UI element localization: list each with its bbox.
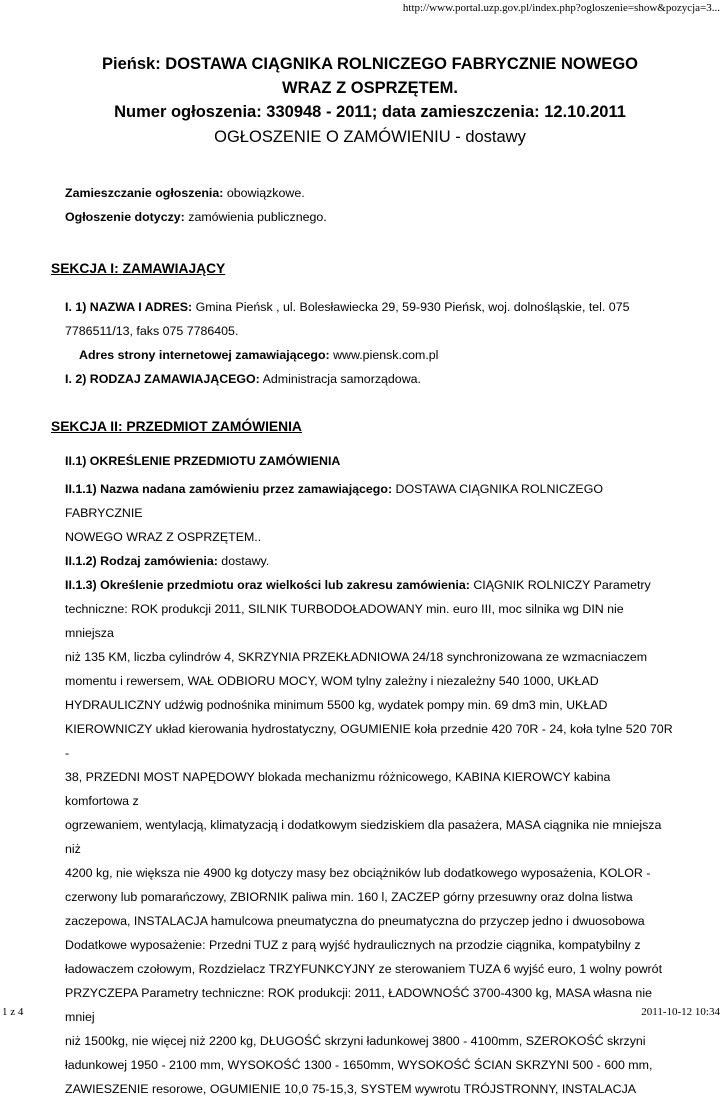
order-name-row-cont (51, 525, 676, 549)
scope-line: ładowaczem czołowym, Rozdzielacz TRZYFUNKCYJNY ze sterowaniem TUZA 6 wyjść euro, 1 wolny powrót (65, 962, 663, 976)
subject-heading: II.1) OKREŚLENIE PRZEDMIOTU ZAMÓWIENIA (65, 454, 341, 468)
scope-line: czerwony lub pomarańczowy, ZBIORNIK paliwa min. 160 l, ZACZEP górny przesuwny oraz dolna listwa (65, 890, 633, 904)
scope-line: ładunkowej 1950 - 2100 mm, WYSOKOŚĆ 1300 - 1650mm, WYSOKOŚĆ ŚCIAN SKRZYNI 500 - 600 mm, (65, 1058, 653, 1072)
contracting-name-row-cont (51, 319, 676, 343)
website-row (51, 343, 676, 367)
order-scope-row (51, 573, 676, 597)
scope-line: 4200 kg, nie większa nie 4900 kg dotyczy masy bez obciążników lub dodatkowego wyposażenia, KOLOR - (65, 866, 651, 880)
notice-type-line: OGŁOSZENIE O ZAMÓWIENIU - dostawy (214, 128, 526, 146)
contracting-type-row (51, 367, 676, 391)
contracting-name-value: Gmina Pieńsk , ul. Bolesławiecka 29, 59-930 Pieńsk, woj. dolnośląskie, tel. 075 (192, 300, 630, 314)
posting-label: Zamieszczanie ogłoszenia: (65, 186, 224, 200)
scope-line: PRZYCZEPA Parametry techniczne: ROK produkcji: 2011, ŁADOWNOŚĆ 3700-4300 kg, MASA własna nie mniej (65, 986, 652, 1024)
website-value: www.piensk.com.pl (329, 348, 439, 362)
contracting-name-label: I. 1) NAZWA I ADRES: (65, 300, 193, 314)
notice-title-line-1: Pieńsk: DOSTAWA CIĄGNIKA ROLNICZEGO FABRYCZNIE NOWEGO (102, 55, 638, 73)
contracting-name-row (51, 295, 676, 319)
scope-line: techniczne: ROK produkcji 2011, SILNIK TURBODOŁADOWANY min. euro III, moc silnika wg DIN nie mniejsza (65, 602, 624, 640)
order-name-value-cont: NOWEGO WRAZ Z OSPRZĘTEM.. (65, 530, 262, 544)
print-header-url: http://www.portal.uzp.gov.pl/index.php?ogloszenie=show&pozycja=3... (402, 2, 720, 14)
order-scope-value: CIĄGNIK ROLNICZY Parametry (469, 578, 651, 592)
notice-number-line: Numer ogłoszenia: 330948 - 2011; data zamieszczenia: 12.10.2011 (114, 103, 626, 121)
scope-line: HYDRAULICZNY udźwig podnośnika minimum 5500 kg, wydatek pompy min. 69 dm3 min, UKŁAD (65, 698, 608, 712)
concerns-label: Ogłoszenie dotyczy: (65, 210, 185, 224)
scope-line: 38, PRZEDNI MOST NAPĘDOWY blokada mechanizmu różnicowego, KABINA KIEROWCY kabina komfortowa z (65, 770, 611, 808)
order-name-row (51, 477, 676, 525)
scope-line: niż 1500kg, nie więcej niż 2200 kg, DŁUGOŚĆ skrzyni ładunkowej 3800 - 4100mm, SZEROKOŚĆ skrzyni (65, 1034, 646, 1048)
notice-title-line-2: WRAZ Z OSPRZĘTEM. (282, 79, 458, 97)
order-kind-value: dostawy. (217, 554, 270, 568)
scope-line: niż 135 KM, liczba cylindrów 4, SKRZYNIA PRZEKŁADNIOWA 24/18 synchronizowana ze wzmacniaczem (65, 650, 648, 664)
posting-row (51, 181, 676, 205)
scope-line: zaczepowa, INSTALACJA hamulcowa pneumatyczna do pneumatyczna do przyczep jedno i dwuosobowa (65, 914, 645, 928)
website-label: Adres strony internetowej zamawiającego: (79, 348, 330, 362)
document-body (51, 181, 676, 1101)
contracting-name-value-cont: 7786511/13, faks 075 7786405. (65, 324, 239, 338)
contracting-type-value: Administracja samorządowa. (259, 372, 421, 386)
page-counter: 1 z 4 (2, 1006, 24, 1018)
order-name-label: II.1.1) Nazwa nadana zamówieniu przez zamawiającego: (65, 482, 393, 496)
concerns-row (51, 205, 676, 229)
order-kind-label: II.1.2) Rodzaj zamówienia: (65, 554, 218, 568)
section-1-heading: SEKCJA I: ZAMAWIAJĄCY (51, 261, 226, 276)
print-datetime: 2011-10-12 10:34 (641, 1006, 720, 1018)
contracting-type-label: I. 2) RODZAJ ZAMAWIAJĄCEGO: (65, 372, 260, 386)
scope-line: Dodatkowe wyposażenie: Przedni TUZ z parą wyjść hydraulicznych na przodzie ciągnika, kompatybilny z (65, 938, 641, 952)
section-2-heading: SEKCJA II: PRZEDMIOT ZAMÓWIENIA (51, 419, 302, 434)
order-scope-label: II.1.3) Określenie przedmiotu oraz wielkości lub zakresu zamówienia: (65, 578, 470, 592)
scope-line: ZAWIESZENIE resorowe, OGUMIENIE 10,0 75-15,3, SYSTEM wywrotu TRÓJSTRONNY, INSTALACJA (65, 1082, 637, 1096)
posting-value: obowiązkowe. (223, 186, 305, 200)
notice-title-block (60, 52, 680, 150)
order-name-value: DOSTAWA CIĄGNIKA ROLNICZEGO FABRYCZNIE (65, 482, 603, 520)
scope-line: momentu i rewersem, WAŁ ODBIORU MOCY, WOM tylny zależny i niezależny 540 1000, UKŁAD (65, 674, 599, 688)
scope-line: ogrzewaniem, wentylacją, klimatyzacją i dodatkowym siedziskiem dla pasażera, MASA ciągnika nie mniejsza niż (65, 818, 662, 856)
scope-line: KIEROWNICZY układ kierowania hydrostatyczny, OGUMIENIE koła przednie 420 70R - 24, koła tylne 520 70R - (65, 722, 673, 760)
subject-heading-row (51, 449, 676, 473)
concerns-value: zamówienia publicznego. (184, 210, 327, 224)
order-kind-row (51, 549, 676, 573)
